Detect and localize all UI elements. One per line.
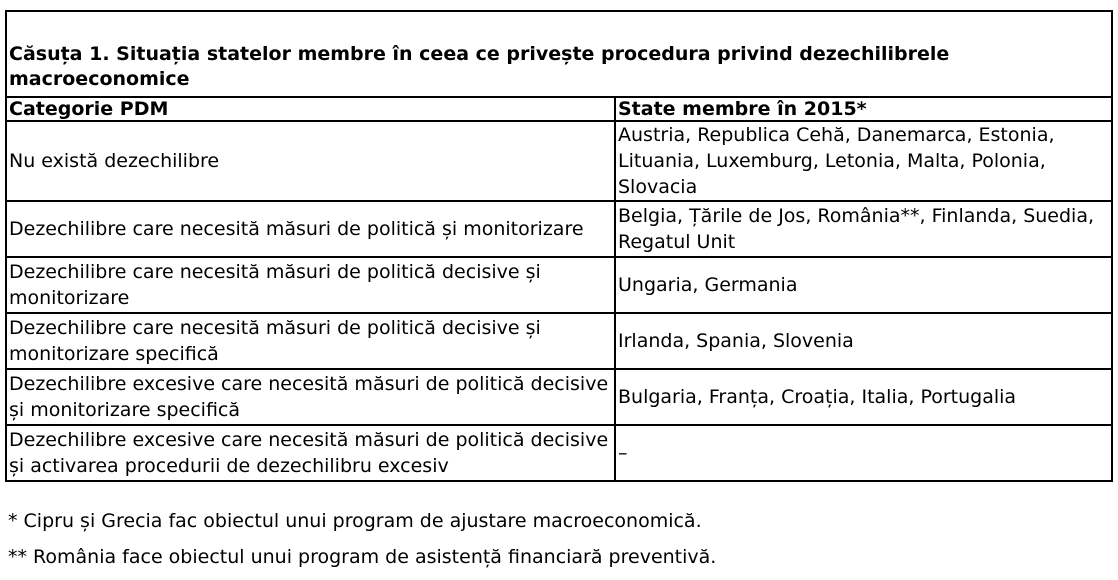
header-member-states: State membre în 2015* — [615, 98, 1111, 121]
states-cell: Austria, Republica Cehă, Danemarca, Estonia, Lituania, Luxemburg, Letonia, Malta, Polonia, Slovacia — [615, 121, 1111, 201]
table-row — [7, 425, 1111, 480]
states-cell: Belgia, Țările de Jos, România**, Finlanda, Suedia, Regatul Unit — [615, 201, 1111, 257]
footnotes — [8, 508, 716, 580]
category-cell: Dezechilibre excesive care necesită măsuri de politică decisive și monitorizare specifică — [7, 369, 615, 425]
category-cell: Dezechilibre care necesită măsuri de politică decisive și monitorizare — [7, 257, 615, 313]
table-row — [7, 201, 1111, 257]
table-row — [7, 313, 1111, 369]
states-cell: Ungaria, Germania — [615, 257, 1111, 313]
category-cell: Dezechilibre care necesită măsuri de politică și monitorizare — [7, 201, 615, 257]
table-row — [7, 369, 1111, 425]
table-row — [7, 121, 1111, 201]
states-cell: Bulgaria, Franța, Croația, Italia, Portugalia — [615, 369, 1111, 425]
category-cell: Nu există dezechilibre — [7, 121, 615, 201]
footnote: * Cipru și Grecia fac obiectul unui program de ajustare macroeconomică. — [8, 510, 702, 532]
category-cell: Dezechilibre excesive care necesită măsuri de politică decisive și activarea procedurii de dezechilibru excesiv — [7, 425, 615, 480]
footnote: ** România face obiectul unui program de asistență financiară preventivă. — [8, 546, 717, 568]
mip-table — [7, 98, 1111, 480]
header-category: Categorie PDM — [7, 98, 615, 121]
box-title: Căsuța 1. Situația statelor membre în ceea ce privește procedura privind dezechilibrele macroeconomice — [7, 12, 1111, 98]
box-1 — [5, 10, 1113, 482]
table-row — [7, 257, 1111, 313]
states-cell: – — [615, 425, 1111, 480]
table-header-row — [7, 98, 1111, 121]
states-cell: Irlanda, Spania, Slovenia — [615, 313, 1111, 369]
category-cell: Dezechilibre care necesită măsuri de politică decisive și monitorizare specifică — [7, 313, 615, 369]
